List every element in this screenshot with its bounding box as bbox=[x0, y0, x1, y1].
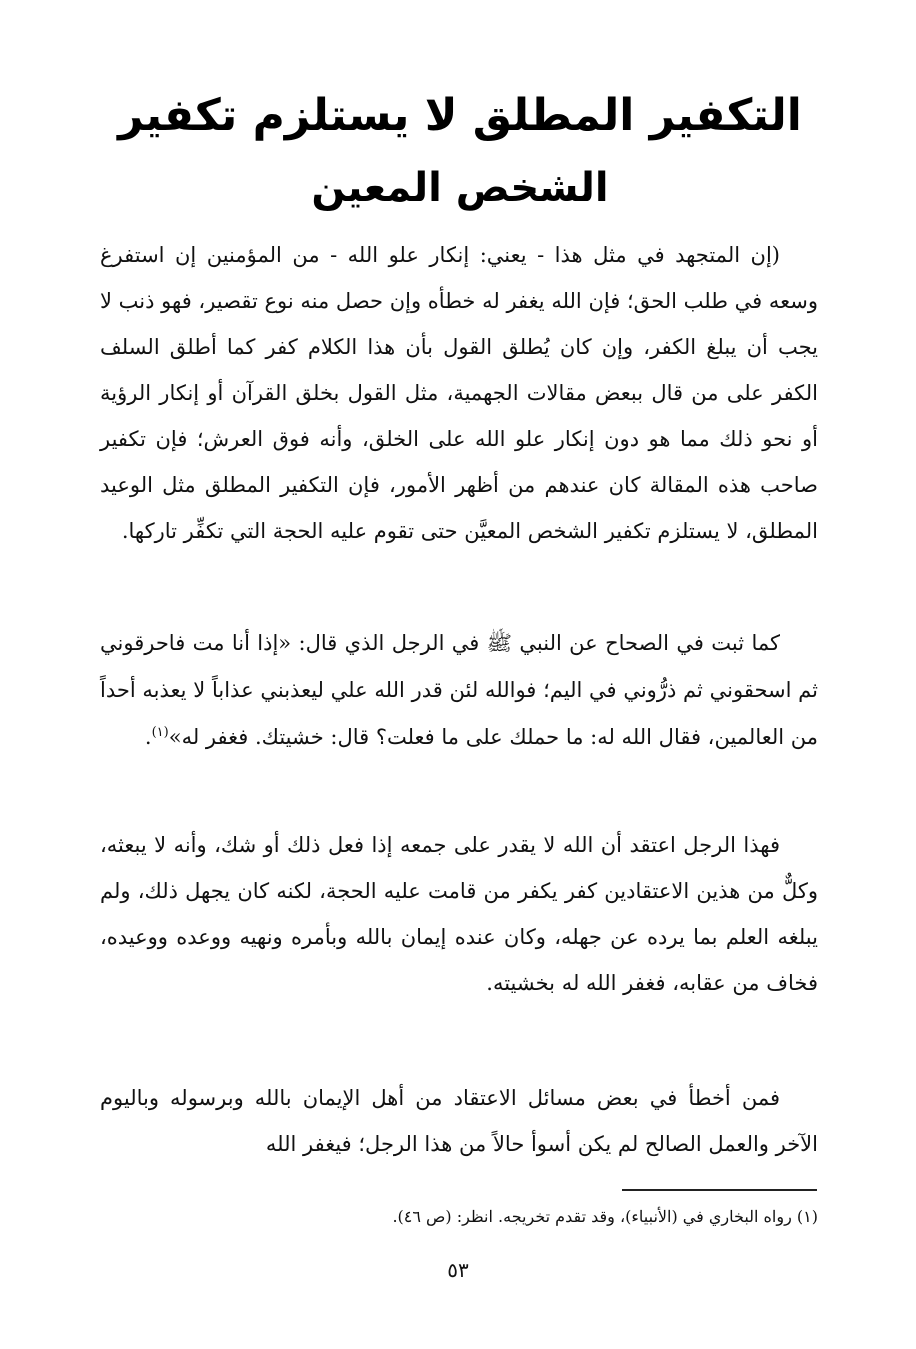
footnote-divider bbox=[622, 1189, 817, 1191]
paragraph-2-ending: . bbox=[144, 725, 152, 749]
paragraph-2-text: كما ثبت في الصحاح عن النبي ﷺ في الرجل الذي قال: «إذا أنا مت فاحرقوني ثم اسحقوني ثم ذرُّوني في اليم؛ فوالله لئن قدر الله علي ليعذبني عذاباً لا يعذبه أحداً من العالمين، فقال الله له: ما حملك على ما فعلت؟ قال: خشيتك. فغفر له» bbox=[100, 631, 818, 749]
paragraph-3: فهذا الرجل اعتقد أن الله لا يقدر على جمعه إذا فعل ذلك أو شك، وأنه لا يبعثه، وكلٌّ من هذين الاعتقادين كفر يكفر من قامت عليه الحجة، لكنه كان يجهل ذلك، ولم يبلغه العلم بما يرده عن جهله، وكان عنده إيمان بالله وبأمره ونهيه ووعده ووعيده، فخاف من عقابه، فغفر الله له بخشيته. bbox=[100, 833, 818, 995]
chapter-title: التكفير المطلق لا يستلزم تكفير bbox=[118, 90, 802, 141]
footnote-reference: (١) bbox=[151, 725, 169, 740]
paragraph-1: (إن المتجهد في مثل هذا - يعني: إنكار علو الله - من المؤمنين إن استفرغ وسعه في طلب الحق؛ فإن الله يغفر له خطأه وإن حصل منه نوع تقصير، فهو ذنب لا يجب أن يبلغ الكفر، وإن كان يُطلق القول بأن هذا الكلام كفر كما أطلق السلف الكفر على من قال ببعض مقالات الجهمية، مثل القول بخلق القرآن أو إنكار الرؤية أو نحو ذلك مما هو دون إنكار علو الله على الخلق، وأنه فوق العرش؛ فإن تكفير صاحب هذه المقالة كان عندهم من أظهر الأمور، فإن التكفير المطلق مثل الوعيد المطلق، لا يستلزم تكفير الشخص المعيَّن حتى تقوم عليه الحجة التي تكفِّر تاركها. bbox=[100, 243, 818, 543]
footnote: (١) رواه البخاري في (الأنبياء)، وقد تقدم تخريجه. انظر: (ص ٤٦). bbox=[392, 1207, 818, 1226]
page-number: ٥٣ bbox=[447, 1258, 469, 1282]
paragraph-2 bbox=[100, 620, 818, 761]
paragraph-4: فمن أخطأ في بعض مسائل الاعتقاد من أهل الإيمان بالله وبرسوله وباليوم الآخر والعمل الصالح لم يكن أسوأ حالاً من هذا الرجل؛ فيغفر الله bbox=[100, 1086, 818, 1156]
chapter-title-continued: الشخص المعين bbox=[311, 165, 609, 211]
